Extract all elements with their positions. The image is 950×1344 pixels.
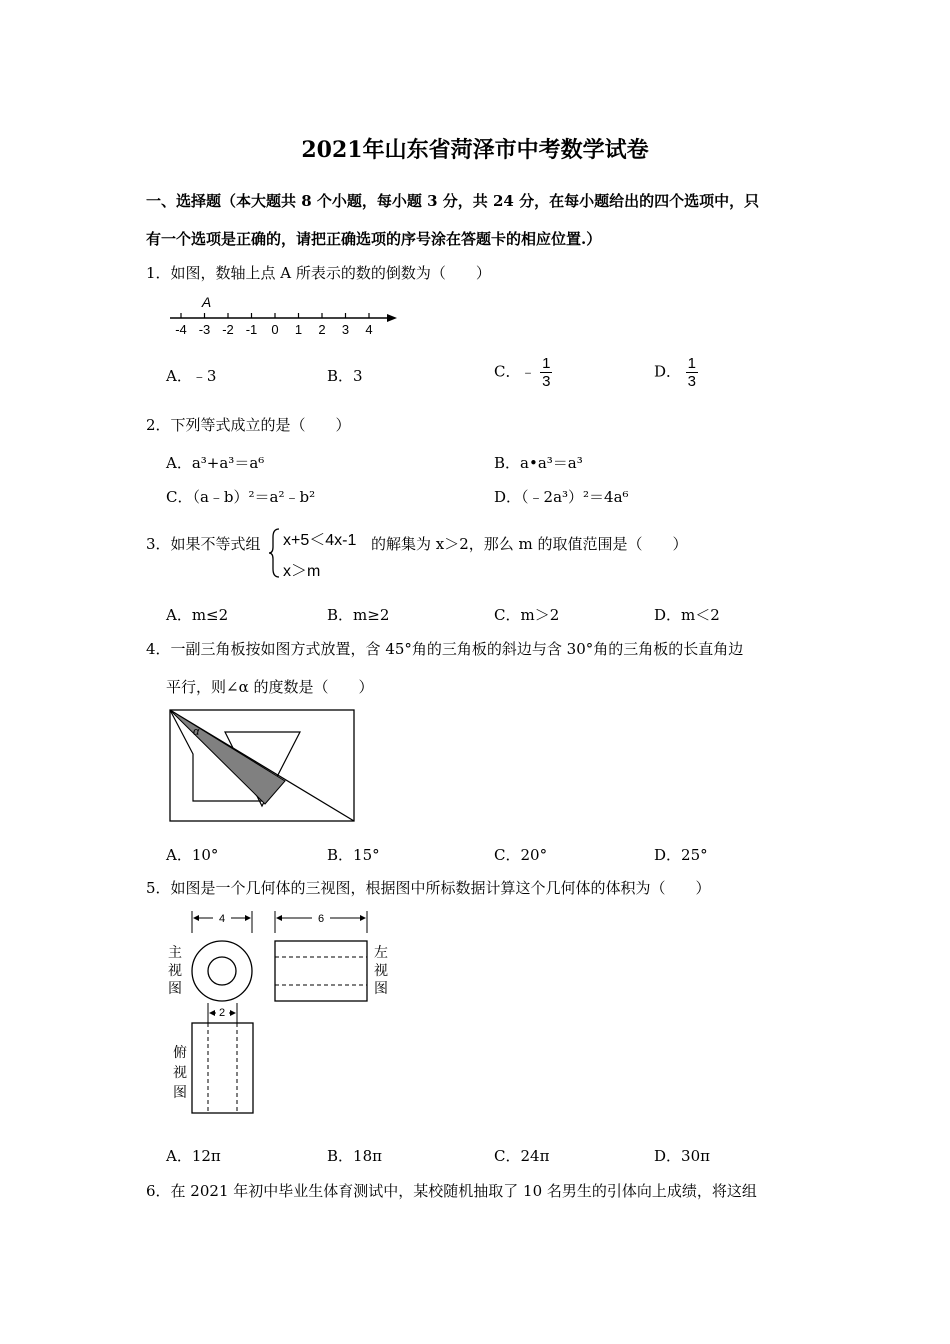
q2-option-b[interactable]: B．a•a³＝a³ bbox=[494, 454, 583, 472]
side-dim-label: 6 bbox=[317, 913, 325, 925]
q1-option-a[interactable]: A．﹣3 bbox=[166, 367, 217, 385]
q2-option-d[interactable]: D．（﹣2a³）²＝4a⁶ bbox=[494, 488, 629, 506]
top-label-3: 图 bbox=[173, 1084, 187, 1100]
fraction-one-third: $\frac{1}{3}$ bbox=[687, 355, 696, 390]
front-label-2: 视 bbox=[168, 962, 182, 978]
q5-option-d[interactable]: D．30π bbox=[654, 1147, 710, 1165]
number-line-tick-label: -2 bbox=[222, 322, 234, 337]
page-title: 2021年山东省菏泽市中考数学试卷 bbox=[301, 137, 649, 163]
inequality-brace bbox=[268, 527, 282, 579]
q4-option-b[interactable]: B．15° bbox=[327, 846, 380, 864]
shaded-triangle bbox=[170, 710, 285, 804]
question-5-text: 5．如图是一个几何体的三视图，根据图中所标数据计算这个几何体的体积为（ ） bbox=[146, 879, 711, 897]
triangle-set-figure bbox=[165, 706, 360, 826]
number-line-tick-label: 1 bbox=[294, 322, 303, 337]
number-line-tick-label: 2 bbox=[318, 322, 326, 337]
number-line-tick-label: -3 bbox=[198, 322, 211, 337]
q2-option-a[interactable]: A．a³+a³＝a⁶ bbox=[166, 454, 265, 472]
three-view-figure bbox=[160, 905, 400, 1120]
q1-option-c[interactable] bbox=[494, 355, 552, 390]
front-dim-label: 4 bbox=[218, 913, 226, 925]
q3-option-c[interactable]: C．m＞2 bbox=[494, 606, 560, 624]
section-heading-line2: 有一个选项是正确的，请把正确选项的序号涂在答题卡的相应位置.） bbox=[146, 230, 602, 248]
q5-option-c[interactable]: C．24π bbox=[494, 1147, 550, 1165]
q4-option-d[interactable]: D．25° bbox=[654, 846, 708, 864]
q1-option-d[interactable] bbox=[654, 355, 698, 390]
question-3-suffix: 的解集为 x＞2，那么 m 的取值范围是（ ） bbox=[371, 535, 688, 553]
question-3-prefix: 3．如果不等式组 bbox=[146, 535, 261, 553]
number-line-tick-label: -4 bbox=[175, 322, 187, 337]
top-dim-label: 2 bbox=[218, 1007, 226, 1019]
section-heading-line1: 一、选择题（本大题共 8 个小题，每小题 3 分，共 24 分，在每小题给出的四个选项中，只 bbox=[146, 192, 760, 210]
q1-option-d-prefix: D． bbox=[654, 362, 682, 381]
q4-option-c[interactable]: C．20° bbox=[494, 846, 548, 864]
number-line-arrow bbox=[387, 314, 397, 322]
inequality-1: x+5＜4x-1 bbox=[283, 532, 357, 549]
q3-option-b[interactable]: B．m≥2 bbox=[327, 606, 390, 624]
front-inner-circle bbox=[208, 957, 236, 985]
top-label-2: 视 bbox=[173, 1064, 187, 1080]
q4-option-a[interactable]: A．10° bbox=[166, 846, 219, 864]
front-label-3: 图 bbox=[168, 980, 182, 996]
q3-option-a[interactable]: A．m≤2 bbox=[166, 606, 229, 624]
number-line-tick-label: 0 bbox=[271, 322, 279, 337]
number-line-ticks bbox=[175, 313, 372, 337]
q3-option-d[interactable]: D．m＜2 bbox=[654, 606, 720, 624]
top-rect bbox=[192, 1023, 253, 1113]
question-1-text: 1．如图，数轴上点 A 所表示的数的倒数为（ ） bbox=[146, 264, 491, 282]
question-2-text: 2．下列等式成立的是（ ） bbox=[146, 416, 351, 434]
front-label-1: 主 bbox=[168, 944, 182, 960]
front-outer-circle bbox=[192, 941, 252, 1001]
question-4-line2: 平行，则∠α 的度数是（ ） bbox=[166, 678, 374, 696]
number-line-figure bbox=[165, 293, 405, 343]
number-line-tick-label: -1 bbox=[245, 322, 258, 337]
q5-option-b[interactable]: B．18π bbox=[327, 1147, 382, 1165]
inequality-2: x＞m bbox=[283, 563, 321, 580]
q1-option-b[interactable]: B．3 bbox=[327, 367, 363, 385]
q1-option-c-prefix: C．﹣ bbox=[494, 362, 536, 381]
number-line-tick-label: 3 bbox=[341, 322, 350, 337]
side-label-3: 图 bbox=[374, 980, 388, 996]
side-label-1: 左 bbox=[374, 944, 388, 960]
number-line-point-label: A bbox=[201, 294, 212, 310]
top-label-1: 俯 bbox=[173, 1044, 187, 1060]
angle-alpha-label: α bbox=[193, 726, 200, 738]
side-label-2: 视 bbox=[374, 962, 388, 978]
q2-option-c[interactable]: C．（a﹣b）²＝a²﹣b² bbox=[166, 488, 316, 506]
q5-option-a[interactable]: A．12π bbox=[166, 1147, 221, 1165]
number-line-tick-label: 4 bbox=[365, 322, 373, 337]
fraction-one-third: $\frac{1}{3}$ bbox=[542, 355, 551, 390]
question-6-text: 6．在 2021 年初中毕业生体育测试中，某校随机抽取了 10 名男生的引体向上成绩，将这组 bbox=[146, 1182, 757, 1200]
question-4-line1: 4．一副三角板按如图方式放置，含 45°角的三角板的斜边与含 30°角的三角板的长直角边 bbox=[146, 640, 744, 658]
side-rect bbox=[275, 941, 367, 1001]
